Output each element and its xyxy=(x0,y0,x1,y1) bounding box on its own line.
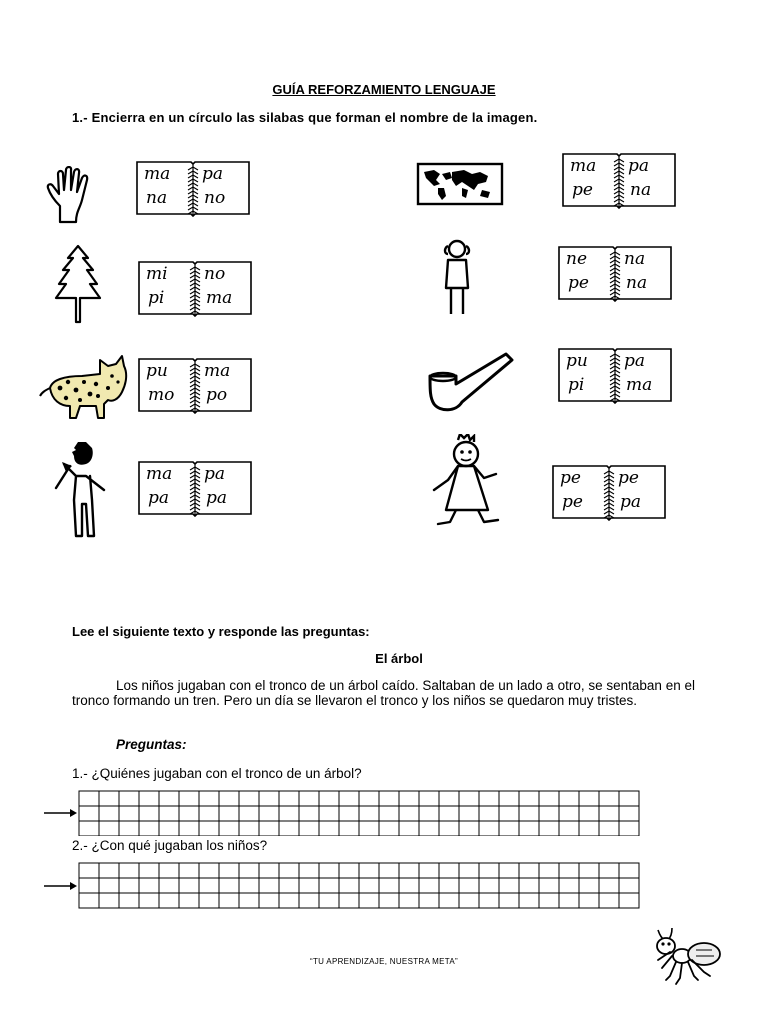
syllable-option[interactable]: ma xyxy=(206,288,233,308)
grid-cell[interactable] xyxy=(79,791,99,806)
grid-cell[interactable] xyxy=(619,821,639,836)
syllable-option[interactable]: ma xyxy=(570,156,597,176)
grid-cell[interactable] xyxy=(339,878,359,893)
syllable-option[interactable]: pe xyxy=(562,492,583,512)
grid-cell[interactable] xyxy=(579,791,599,806)
grid-cell[interactable] xyxy=(559,863,579,878)
syllable-option[interactable]: pa xyxy=(204,464,226,484)
syllable-book xyxy=(556,345,674,403)
grid-cell[interactable] xyxy=(619,863,639,878)
grid-cell[interactable] xyxy=(139,863,159,878)
grid-cell[interactable] xyxy=(399,878,419,893)
answer-grid-1[interactable] xyxy=(78,790,644,841)
grid-cell[interactable] xyxy=(439,791,459,806)
grid-cell[interactable] xyxy=(99,821,119,836)
grid-cell[interactable] xyxy=(139,878,159,893)
grid-cell[interactable] xyxy=(299,806,319,821)
reading-instruction: Lee el siguiente texto y responde las preguntas: xyxy=(72,624,370,639)
grid-cell[interactable] xyxy=(99,863,119,878)
grid-cell[interactable] xyxy=(419,863,439,878)
grid-cell[interactable] xyxy=(159,791,179,806)
grid-cell[interactable] xyxy=(559,821,579,836)
grid-cell[interactable] xyxy=(359,863,379,878)
grid-cell[interactable] xyxy=(559,791,579,806)
grid-cell[interactable] xyxy=(219,821,239,836)
grid-cell[interactable] xyxy=(439,878,459,893)
story-text: Los niños jugaban con el tronco de un árbol caído. Saltaban de un lado a otro, se sentaban en el tronco formando un tren. Pero un día se llevaron el tronco y los niños se quedaron muy tristes. xyxy=(72,678,695,708)
grid-cell[interactable] xyxy=(519,878,539,893)
grid-cell[interactable] xyxy=(559,893,579,908)
grid-cell[interactable] xyxy=(179,863,199,878)
grid-cell[interactable] xyxy=(179,806,199,821)
grid-cell[interactable] xyxy=(159,893,179,908)
grid-cell[interactable] xyxy=(179,878,199,893)
grid-cell[interactable] xyxy=(99,878,119,893)
grid-cell[interactable] xyxy=(459,806,479,821)
grid-cell[interactable] xyxy=(119,893,139,908)
grid-cell[interactable] xyxy=(419,791,439,806)
grid-cell[interactable] xyxy=(559,878,579,893)
grid-cell[interactable] xyxy=(119,863,139,878)
grid-cell[interactable] xyxy=(399,893,419,908)
grid-cell[interactable] xyxy=(399,863,419,878)
syllable-option[interactable]: pa xyxy=(202,164,224,184)
grid-cell[interactable] xyxy=(259,878,279,893)
grid-cell[interactable] xyxy=(419,821,439,836)
grid-cell[interactable] xyxy=(319,821,339,836)
question-1: 1.- ¿Quiénes jugaban con el tronco de un árbol? xyxy=(72,766,362,781)
grid-cell[interactable] xyxy=(359,878,379,893)
grid-cell[interactable] xyxy=(79,893,99,908)
grid-cell[interactable] xyxy=(119,878,139,893)
grid-cell[interactable] xyxy=(279,863,299,878)
syllable-book xyxy=(136,458,254,516)
grid-cell[interactable] xyxy=(159,821,179,836)
tree-icon xyxy=(52,244,104,329)
grid-cell[interactable] xyxy=(239,893,259,908)
grid-cell[interactable] xyxy=(519,893,539,908)
grid-cell[interactable] xyxy=(519,821,539,836)
syllable-option[interactable]: pa xyxy=(148,488,170,508)
grid-cell[interactable] xyxy=(499,806,519,821)
grid-cell[interactable] xyxy=(439,893,459,908)
grid-cell[interactable] xyxy=(139,821,159,836)
footer-motto: “TU APRENDIZAJE, NUESTRA META” xyxy=(310,957,458,966)
syllable-option[interactable]: na xyxy=(624,249,646,269)
grid-cell[interactable] xyxy=(539,806,559,821)
grid-cell[interactable] xyxy=(79,806,99,821)
grid-cell[interactable] xyxy=(539,791,559,806)
pepe-icon xyxy=(428,434,506,533)
grid-cell[interactable] xyxy=(599,791,619,806)
grid-cell[interactable] xyxy=(139,791,159,806)
grid-cell[interactable] xyxy=(239,863,259,878)
grid-cell[interactable] xyxy=(459,791,479,806)
grid-cell[interactable] xyxy=(259,821,279,836)
map-icon xyxy=(416,162,504,211)
syllable-option[interactable]: pe xyxy=(560,468,581,488)
hand-icon xyxy=(46,166,106,229)
grid-cell[interactable] xyxy=(439,806,459,821)
grid-cell[interactable] xyxy=(539,863,559,878)
grid-cell[interactable] xyxy=(219,878,239,893)
grid-cell[interactable] xyxy=(379,878,399,893)
grid-cell[interactable] xyxy=(519,863,539,878)
syllable-option[interactable]: pu xyxy=(146,361,168,381)
syllable-option[interactable]: pa xyxy=(624,351,646,371)
grid-cell[interactable] xyxy=(79,878,99,893)
grid-cell[interactable] xyxy=(279,821,299,836)
puma-icon xyxy=(38,352,130,427)
grid-cell[interactable] xyxy=(599,893,619,908)
grid-cell[interactable] xyxy=(499,893,519,908)
grid-cell[interactable] xyxy=(579,821,599,836)
syllable-option[interactable]: pa xyxy=(628,156,650,176)
grid-cell[interactable] xyxy=(159,806,179,821)
syllable-option[interactable]: pi xyxy=(148,288,165,308)
grid-cell[interactable] xyxy=(119,791,139,806)
grid-cell[interactable] xyxy=(139,806,159,821)
grid-cell[interactable] xyxy=(279,806,299,821)
grid-cell[interactable] xyxy=(499,878,519,893)
grid-cell[interactable] xyxy=(179,791,199,806)
grid-cell[interactable] xyxy=(379,863,399,878)
answer-grid-2[interactable] xyxy=(78,862,644,915)
grid-cell[interactable] xyxy=(79,821,99,836)
grid-cell[interactable] xyxy=(539,878,559,893)
grid-cell[interactable] xyxy=(239,878,259,893)
arrow-right-icon xyxy=(44,879,78,897)
grid-cell[interactable] xyxy=(319,791,339,806)
syllable-book xyxy=(134,158,252,216)
arrow-right-icon xyxy=(44,806,78,824)
grid-cell[interactable] xyxy=(159,878,179,893)
grid-cell[interactable] xyxy=(599,863,619,878)
grid-cell[interactable] xyxy=(599,878,619,893)
grid-cell[interactable] xyxy=(399,806,419,821)
grid-cell[interactable] xyxy=(399,791,419,806)
grid-cell[interactable] xyxy=(339,791,359,806)
grid-cell[interactable] xyxy=(519,806,539,821)
nana-icon xyxy=(440,238,474,323)
grid-cell[interactable] xyxy=(279,893,299,908)
grid-cell[interactable] xyxy=(299,821,319,836)
grid-cell[interactable] xyxy=(239,821,259,836)
grid-cell[interactable] xyxy=(339,821,359,836)
syllable-option[interactable]: ma xyxy=(204,361,231,381)
grid-cell[interactable] xyxy=(259,893,279,908)
grid-cell[interactable] xyxy=(299,791,319,806)
grid-cell[interactable] xyxy=(119,806,139,821)
syllable-option[interactable]: na xyxy=(146,188,168,208)
grid-cell[interactable] xyxy=(539,821,559,836)
grid-cell[interactable] xyxy=(79,863,99,878)
ant-icon xyxy=(646,926,726,993)
grid-cell[interactable] xyxy=(179,821,199,836)
grid-cell[interactable] xyxy=(199,791,219,806)
grid-cell[interactable] xyxy=(259,806,279,821)
syllable-option[interactable]: ma xyxy=(626,375,653,395)
story-title: El árbol xyxy=(375,651,423,666)
grid-cell[interactable] xyxy=(619,893,639,908)
syllable-option[interactable]: na xyxy=(630,180,652,200)
grid-cell[interactable] xyxy=(619,806,639,821)
grid-cell[interactable] xyxy=(359,893,379,908)
grid-cell[interactable] xyxy=(319,878,339,893)
grid-cell[interactable] xyxy=(339,806,359,821)
grid-cell[interactable] xyxy=(199,863,219,878)
grid-cell[interactable] xyxy=(199,806,219,821)
grid-cell[interactable] xyxy=(359,791,379,806)
syllable-option[interactable]: ma xyxy=(146,464,173,484)
syllable-book xyxy=(136,258,254,316)
grid-cell[interactable] xyxy=(179,893,199,908)
page-title: GUÍA REFORZAMIENTO LENGUAJE xyxy=(272,82,496,97)
grid-cell[interactable] xyxy=(479,893,499,908)
grid-cell[interactable] xyxy=(539,893,559,908)
grid-cell[interactable] xyxy=(259,863,279,878)
grid-cell[interactable] xyxy=(199,821,219,836)
grid-cell[interactable] xyxy=(219,806,239,821)
grid-cell[interactable] xyxy=(619,878,639,893)
syllable-option[interactable]: po xyxy=(206,385,228,405)
grid-cell[interactable] xyxy=(559,806,579,821)
grid-cell[interactable] xyxy=(479,878,499,893)
syllable-option[interactable]: na xyxy=(626,273,648,293)
grid-cell[interactable] xyxy=(239,806,259,821)
syllable-book xyxy=(556,243,674,301)
grid-cell[interactable] xyxy=(519,791,539,806)
syllable-option[interactable]: pa xyxy=(620,492,642,512)
syllable-option[interactable]: mi xyxy=(146,264,168,284)
syllable-option[interactable]: pa xyxy=(206,488,228,508)
syllable-option[interactable]: pe xyxy=(618,468,639,488)
grid-cell[interactable] xyxy=(199,893,219,908)
syllable-book xyxy=(560,150,678,208)
grid-cell[interactable] xyxy=(379,821,399,836)
grid-cell[interactable] xyxy=(599,806,619,821)
grid-cell[interactable] xyxy=(599,821,619,836)
questions-label: Preguntas: xyxy=(116,737,187,752)
grid-cell[interactable] xyxy=(399,821,419,836)
grid-cell[interactable] xyxy=(459,821,479,836)
grid-cell[interactable] xyxy=(299,863,319,878)
grid-cell[interactable] xyxy=(319,863,339,878)
grid-cell[interactable] xyxy=(219,791,239,806)
grid-cell[interactable] xyxy=(319,806,339,821)
grid-cell[interactable] xyxy=(139,893,159,908)
syllable-book xyxy=(136,355,254,413)
grid-cell[interactable] xyxy=(279,878,299,893)
father-icon xyxy=(52,440,110,543)
grid-cell[interactable] xyxy=(379,893,399,908)
syllable-option[interactable]: ne xyxy=(566,249,588,269)
grid-cell[interactable] xyxy=(279,791,299,806)
grid-cell[interactable] xyxy=(579,806,599,821)
syllable-option[interactable]: pe xyxy=(572,180,593,200)
grid-cell[interactable] xyxy=(359,821,379,836)
grid-cell[interactable] xyxy=(239,791,259,806)
grid-cell[interactable] xyxy=(379,806,399,821)
question-2: 2.- ¿Con qué jugaban los niños? xyxy=(72,838,268,853)
grid-cell[interactable] xyxy=(619,791,639,806)
grid-cell[interactable] xyxy=(579,878,599,893)
grid-cell[interactable] xyxy=(159,863,179,878)
grid-cell[interactable] xyxy=(499,791,519,806)
syllable-option[interactable]: mo xyxy=(148,385,175,405)
grid-cell[interactable] xyxy=(579,893,599,908)
grid-cell[interactable] xyxy=(479,821,499,836)
pipe-icon xyxy=(426,350,514,421)
syllable-option[interactable]: pe xyxy=(568,273,589,293)
grid-cell[interactable] xyxy=(439,863,459,878)
syllable-option[interactable]: no xyxy=(204,264,226,284)
grid-cell[interactable] xyxy=(479,806,499,821)
grid-cell[interactable] xyxy=(259,791,279,806)
grid-cell[interactable] xyxy=(499,821,519,836)
grid-cell[interactable] xyxy=(379,791,399,806)
syllable-book xyxy=(550,462,668,520)
grid-cell[interactable] xyxy=(419,893,439,908)
grid-cell[interactable] xyxy=(459,893,479,908)
grid-cell[interactable] xyxy=(479,791,499,806)
syllable-option[interactable]: no xyxy=(204,188,226,208)
grid-cell[interactable] xyxy=(339,863,359,878)
grid-cell[interactable] xyxy=(99,791,119,806)
grid-cell[interactable] xyxy=(99,806,119,821)
grid-cell[interactable] xyxy=(339,893,359,908)
instruction-1: 1.- Encierra en un círculo las silabas que forman el nombre de la imagen. xyxy=(72,110,538,125)
grid-cell[interactable] xyxy=(359,806,379,821)
syllable-option[interactable]: pi xyxy=(568,375,585,395)
grid-cell[interactable] xyxy=(219,863,239,878)
grid-cell[interactable] xyxy=(99,893,119,908)
syllable-option[interactable]: pu xyxy=(566,351,588,371)
grid-cell[interactable] xyxy=(319,893,339,908)
grid-cell[interactable] xyxy=(299,893,319,908)
grid-cell[interactable] xyxy=(579,863,599,878)
syllable-option[interactable]: ma xyxy=(144,164,171,184)
grid-cell[interactable] xyxy=(419,878,439,893)
grid-cell[interactable] xyxy=(479,863,499,878)
grid-cell[interactable] xyxy=(459,878,479,893)
grid-cell[interactable] xyxy=(459,863,479,878)
grid-cell[interactable] xyxy=(199,878,219,893)
grid-cell[interactable] xyxy=(219,893,239,908)
grid-cell[interactable] xyxy=(499,863,519,878)
grid-cell[interactable] xyxy=(119,821,139,836)
grid-cell[interactable] xyxy=(439,821,459,836)
grid-cell[interactable] xyxy=(419,806,439,821)
grid-cell[interactable] xyxy=(299,878,319,893)
